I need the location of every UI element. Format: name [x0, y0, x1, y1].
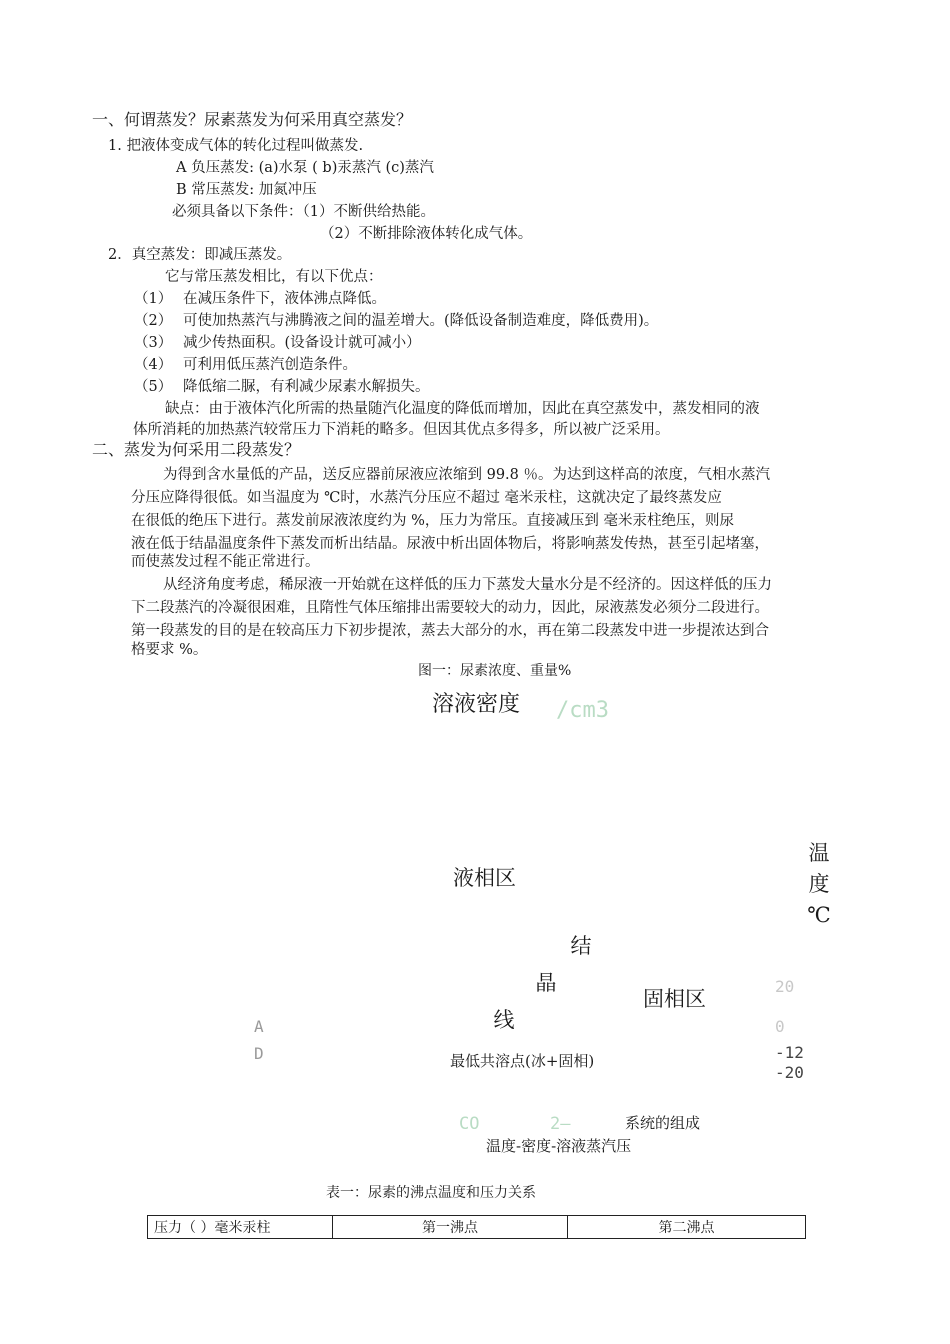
- tick-minus-20: -20: [775, 1063, 804, 1082]
- item1-negative-pressure: A 负压蒸发: (a)水泵 ( b)汞蒸汽 (c)蒸汽: [176, 160, 434, 176]
- liquid-zone-label: 液相区: [453, 866, 516, 890]
- advantage-text-2: 可使加热蒸汽与沸腾液之间的温差增大。(降低设备制造难度，降低费用)。: [183, 313, 659, 329]
- left-label-d: D: [254, 1044, 264, 1063]
- para1-line-2: 分压应降得很低。如当温度为 ℃时，水蒸汽分压应不超过 毫米汞柱，这就决定了最终蒸发应: [131, 490, 722, 506]
- eutectic-label: 最低共溶点(冰+固相): [450, 1052, 595, 1070]
- para2-line-1: 从经济角度考虑，稀尿液一开始就在这样低的压力下蒸发大量水分是不经济的。因这样低的压力: [163, 577, 772, 593]
- crystal-char-1: 结: [570, 934, 592, 958]
- temp-char-2: 度: [808, 872, 830, 896]
- advantage-num-4: （4）: [134, 357, 173, 373]
- tick-0: 0: [775, 1017, 785, 1036]
- crystal-char-3: 线: [493, 1008, 515, 1032]
- crystal-char-2: 晶: [535, 971, 557, 995]
- para2-line-2: 下二段蒸汽的冷凝很困难，且隋性气体压缩排出需要较大的动力，因此，尿液蒸发必须分二段进行。: [131, 600, 769, 616]
- header-pressure: 压力（ ）毫米汞柱: [148, 1216, 333, 1239]
- para1-line-3: 在很低的绝压下进行。蒸发前尿液浓度约为 %，压力为常压。直接减压到 毫米汞柱绝压，则尿: [131, 513, 734, 529]
- advantage-num-3: （3）: [134, 335, 173, 351]
- para2-line-4: 格要求 %。: [131, 642, 208, 658]
- co-label: CO: [459, 1114, 480, 1134]
- compare-intro: 它与常压蒸发相比，有以下优点：: [165, 269, 383, 285]
- header-second-boiling: 第二沸点: [568, 1216, 806, 1239]
- two-label: 2—: [550, 1114, 571, 1134]
- section2-heading: 二、蒸发为何采用二段蒸发？: [92, 440, 301, 459]
- header-first-boiling: 第一沸点: [333, 1216, 568, 1239]
- para1-line-4: 液在低于结晶温度条件下蒸发而析出结晶。尿液中析出固体物后，将影响蒸发传热，甚至引起堵塞，: [131, 536, 769, 552]
- advantage-text-3: 减少传热面积。(设备设计就可减小）: [183, 335, 421, 351]
- advantage-text-1: 在减压条件下，液体沸点降低。: [183, 291, 386, 307]
- temp-char-1: 温: [808, 841, 830, 865]
- defect-line-1: 缺点：由于液体汽化所需的热量随汽化温度的降低而增加，因此在真空蒸发中，蒸发相同的液: [165, 401, 760, 417]
- defect-line-2: 体所消耗的加热蒸汽较常压力下消耗的略多。但因其优点多得多，所以被广泛采用。: [133, 422, 670, 438]
- conditions-line-2: （2）不断排除液体转化成气体。: [320, 226, 533, 242]
- advantage-num-1: （1）: [134, 291, 173, 307]
- advantage-text-5: 降低缩二脲，有利减少尿素水解损失。: [183, 379, 430, 395]
- advantage-num-5: （5）: [134, 379, 173, 395]
- item1-definition: 1. 把液体变成气体的转化过程叫做蒸发.: [108, 138, 364, 154]
- advantage-num-2: （2）: [134, 313, 173, 329]
- item1-normal-pressure: B 常压蒸发: 加氮冲压: [176, 182, 317, 198]
- figure-caption: 图一：尿素浓度、重量%: [418, 663, 572, 679]
- conditions-line-1: 必须具备以下条件：（1）不断供给热能。: [172, 204, 435, 220]
- item2-vacuum: 2．真空蒸发：即减压蒸发。: [108, 247, 292, 263]
- tick-20: 20: [775, 977, 795, 996]
- table-header-row: [148, 1216, 806, 1239]
- density-unit: /cm3: [556, 698, 609, 723]
- table-caption: 表一：尿素的沸点温度和压力关系: [326, 1185, 536, 1201]
- advantage-text-4: 可利用低压蒸汽创造条件。: [183, 357, 357, 373]
- section1-heading: 一、何谓蒸发？尿素蒸发为何采用真空蒸发？: [92, 110, 413, 129]
- para2-line-3: 第一段蒸发的目的是在较高压力下初步提浓，蒸去大部分的水，再在第二段蒸发中进一步提浓达到合: [131, 623, 769, 639]
- para1-line-5: 而使蒸发过程不能正常进行。: [131, 554, 320, 570]
- para1-line-1: 为得到含水量低的产品，送反应器前尿液应浓缩到 99.8 ％。为达到这样高的浓度，气相水蒸汽: [163, 467, 770, 483]
- tick-minus-12: -12: [775, 1043, 804, 1062]
- solid-zone-label: 固相区: [643, 987, 706, 1011]
- density-title: 溶液密度: [432, 692, 521, 717]
- boiling-point-table: [147, 1215, 806, 1239]
- figure-subtitle: 温度-密度-溶液蒸汽压: [486, 1137, 632, 1155]
- system-label: 系统的组成: [625, 1114, 701, 1132]
- temp-char-3: ℃: [807, 903, 831, 927]
- left-label-a: A: [254, 1017, 264, 1036]
